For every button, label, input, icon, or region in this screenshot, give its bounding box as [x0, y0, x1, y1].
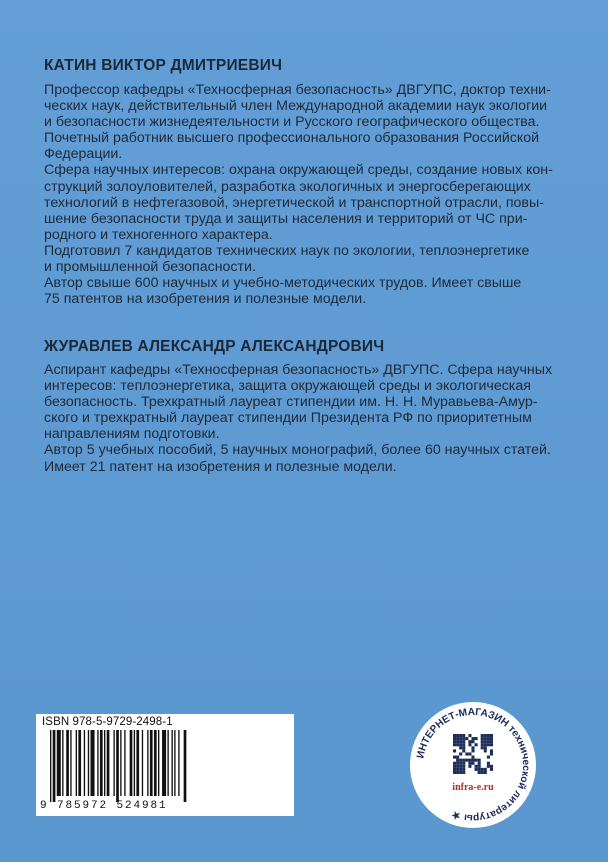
barcode-digits: 9 785972 524981 [40, 800, 168, 812]
sticker-site-label: infra-e.ru [452, 782, 494, 793]
author-1-paragraph: Профессор кафедры «Техносферная безопасность» ДВГУПС, доктор техни- ческих наук, действительный член Международной академии наук экологии и безопасности жизнедеятельности и Русского географического общества. Почетный работник высшего профессионального образования Российской Федерации. [44, 82, 551, 163]
sticker-badge [408, 700, 538, 830]
author-1-name: КАТИН ВИКТОР ДМИТРИЕВИЧ [44, 57, 283, 74]
shop-sticker [408, 700, 538, 830]
author-1-paragraph: Автор свыше 600 научных и учебно-методических трудов. Имеет свыше 75 патентов на изобретения и полезные модели. [44, 275, 522, 308]
author-2-paragraph: Аспирант кафедры «Техносферная безопасность» ДВГУПС. Сфера научных интересов: теплоэнергетика, защита окружающей среды и экологическая безопасность. Трехкратный лауреат стипендии им. Н. Н. Муравьева-Амур- ского и трехкратный лауреат стипендии Президента РФ по приоритетным направлениям подготовки. [44, 362, 553, 443]
isbn-barcode [36, 714, 294, 816]
author-2-bio [44, 362, 564, 475]
barcode-bars [50, 730, 280, 802]
author-2-paragraph: Автор 5 учебных пособий, 5 научных монографий, более 60 научных статей. Имеет 21 патент на изобретения и полезные модели. [44, 442, 551, 475]
author-2-name: ЖУРАВЛЕВ АЛЕКСАНДР АЛЕКСАНДРОВИЧ [44, 338, 385, 355]
author-1-paragraph: Сфера научных интересов: охрана окружающей среды, создание новых кон- струкций золоуловителей, разработка экологичных и энергосберегающих технологий в нефтегазовой, энергетической и транспортной отрасли, повы- шение безопасности труда и защиты населения и территорий от ЧС при- родного и техногенного характера. [44, 162, 553, 243]
author-1-paragraph: Подготовил 7 кандидатов технических наук по экологии, теплоэнергетике и промышленной безопасности. [44, 242, 530, 276]
author-1-bio [44, 82, 564, 307]
sticker-ring-text: ИНТЕРНЕТ-МАГАЗИН технической литературы ★ [415, 706, 532, 824]
isbn-number: ISBN 978-5-9729-2498-1 [42, 716, 173, 728]
